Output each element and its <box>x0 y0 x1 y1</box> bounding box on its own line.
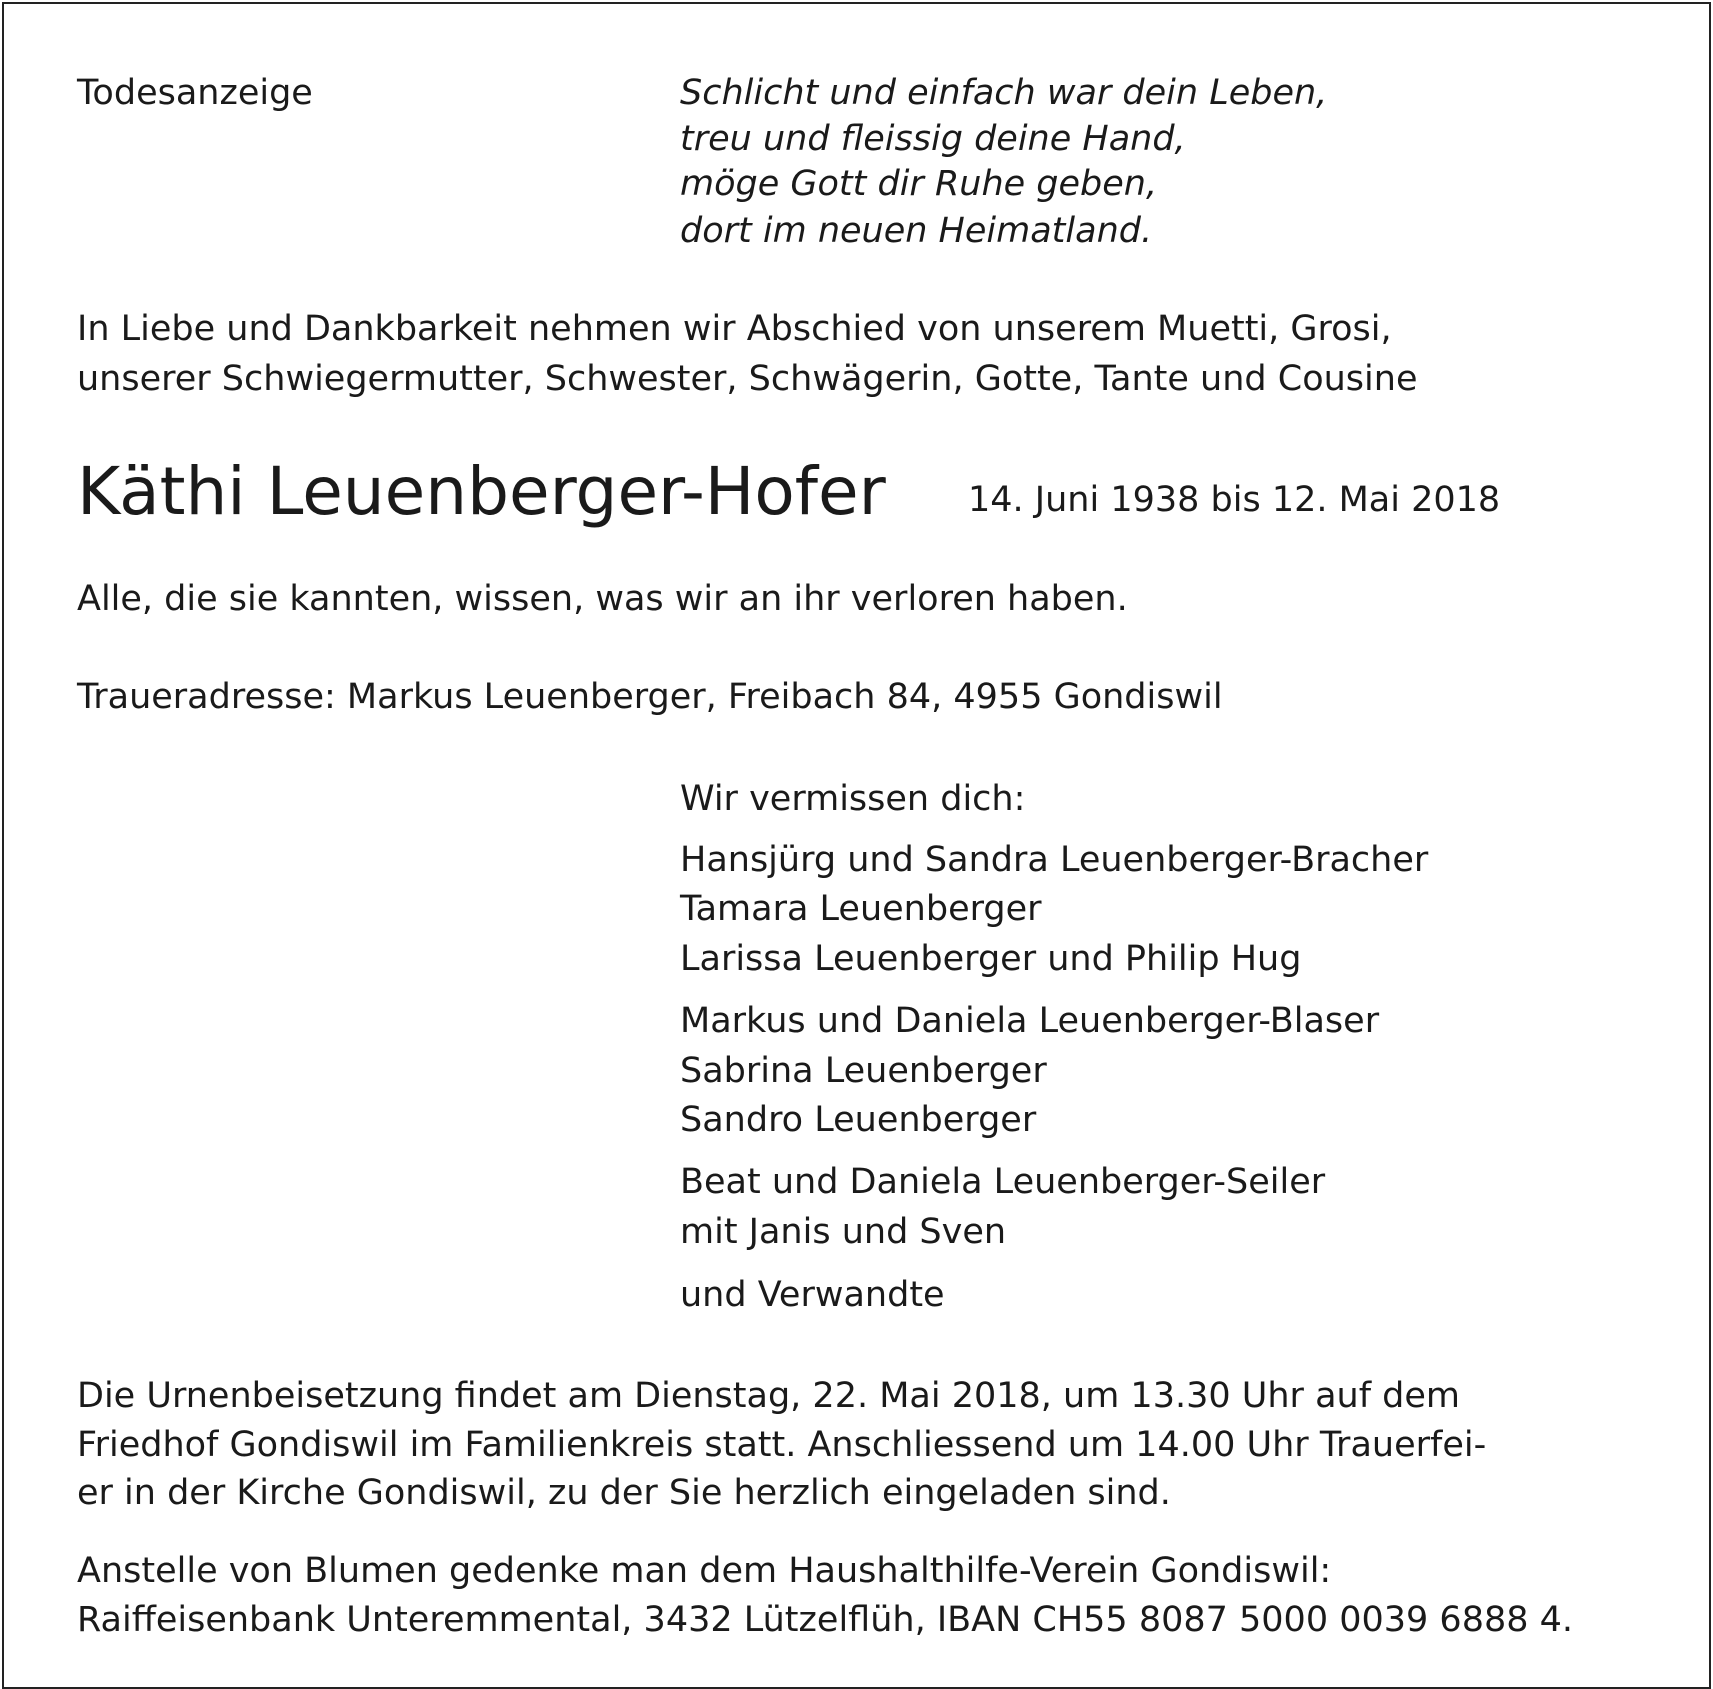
intro-line: In Liebe und Dankbarkeit nehmen wir Abschied von unserem Muetti, Grosi, <box>77 309 1392 349</box>
ceremony-line: Friedhof Gondiswil im Familienkreis statt. Anschliessend um 14.00 Uhr Trauerfei- <box>77 1425 1487 1465</box>
poem-line: Schlicht und einfach war dein Leben, <box>680 73 1328 113</box>
mourner-line: mit Janis und Sven <box>680 1212 1007 1252</box>
mourners-heading: Wir vermissen dich: <box>680 779 1026 819</box>
mourning-address: Traueradresse: Markus Leuenberger, Freibach 84, 4955 Gondiswil <box>77 677 1223 717</box>
intro-line: unserer Schwiegermutter, Schwester, Schwägerin, Gotte, Tante und Cousine <box>77 359 1418 399</box>
statement: Alle, die sie kannten, wissen, was wir an ihr verloren haben. <box>77 579 1128 619</box>
poem-line: treu und fleissig deine Hand, <box>680 119 1186 159</box>
poem-line: möge Gott dir Ruhe geben, <box>680 164 1158 204</box>
deceased-dates: 14. Juni 1938 bis 12. Mai 2018 <box>968 480 1501 520</box>
donation-line: Anstelle von Blumen gedenke man dem Haushalthilfe-Verein Gondiswil: <box>77 1551 1332 1591</box>
ceremony-line: er in der Kirche Gondiswil, zu der Sie herzlich eingeladen sind. <box>77 1473 1171 1513</box>
mourner-line: Markus und Daniela Leuenberger-Blaser <box>680 1001 1380 1041</box>
mourner-line: Hansjürg und Sandra Leuenberger-Bracher <box>680 840 1429 880</box>
mourner-line: Sandro Leuenberger <box>680 1100 1037 1140</box>
mourner-line: Tamara Leuenberger <box>680 889 1042 929</box>
mourner-line: Beat und Daniela Leuenberger-Seiler <box>680 1162 1326 1202</box>
notice-type-label: Todesanzeige <box>77 73 313 113</box>
ceremony-line: Die Urnenbeisetzung findet am Dienstag, 22. Mai 2018, um 13.30 Uhr auf dem <box>77 1376 1460 1416</box>
donation-line: Raiffeisenbank Unteremmental, 3432 Lützelflüh, IBAN CH55 8087 5000 0039 6888 4. <box>77 1600 1574 1640</box>
mourner-line: Sabrina Leuenberger <box>680 1051 1047 1091</box>
deceased-name: Käthi Leuenberger-Hofer <box>77 453 886 530</box>
poem-line: dort im neuen Heimatland. <box>680 211 1153 251</box>
mourner-line: Larissa Leuenberger und Philip Hug <box>680 939 1302 979</box>
mourner-line: und Verwandte <box>680 1275 945 1315</box>
